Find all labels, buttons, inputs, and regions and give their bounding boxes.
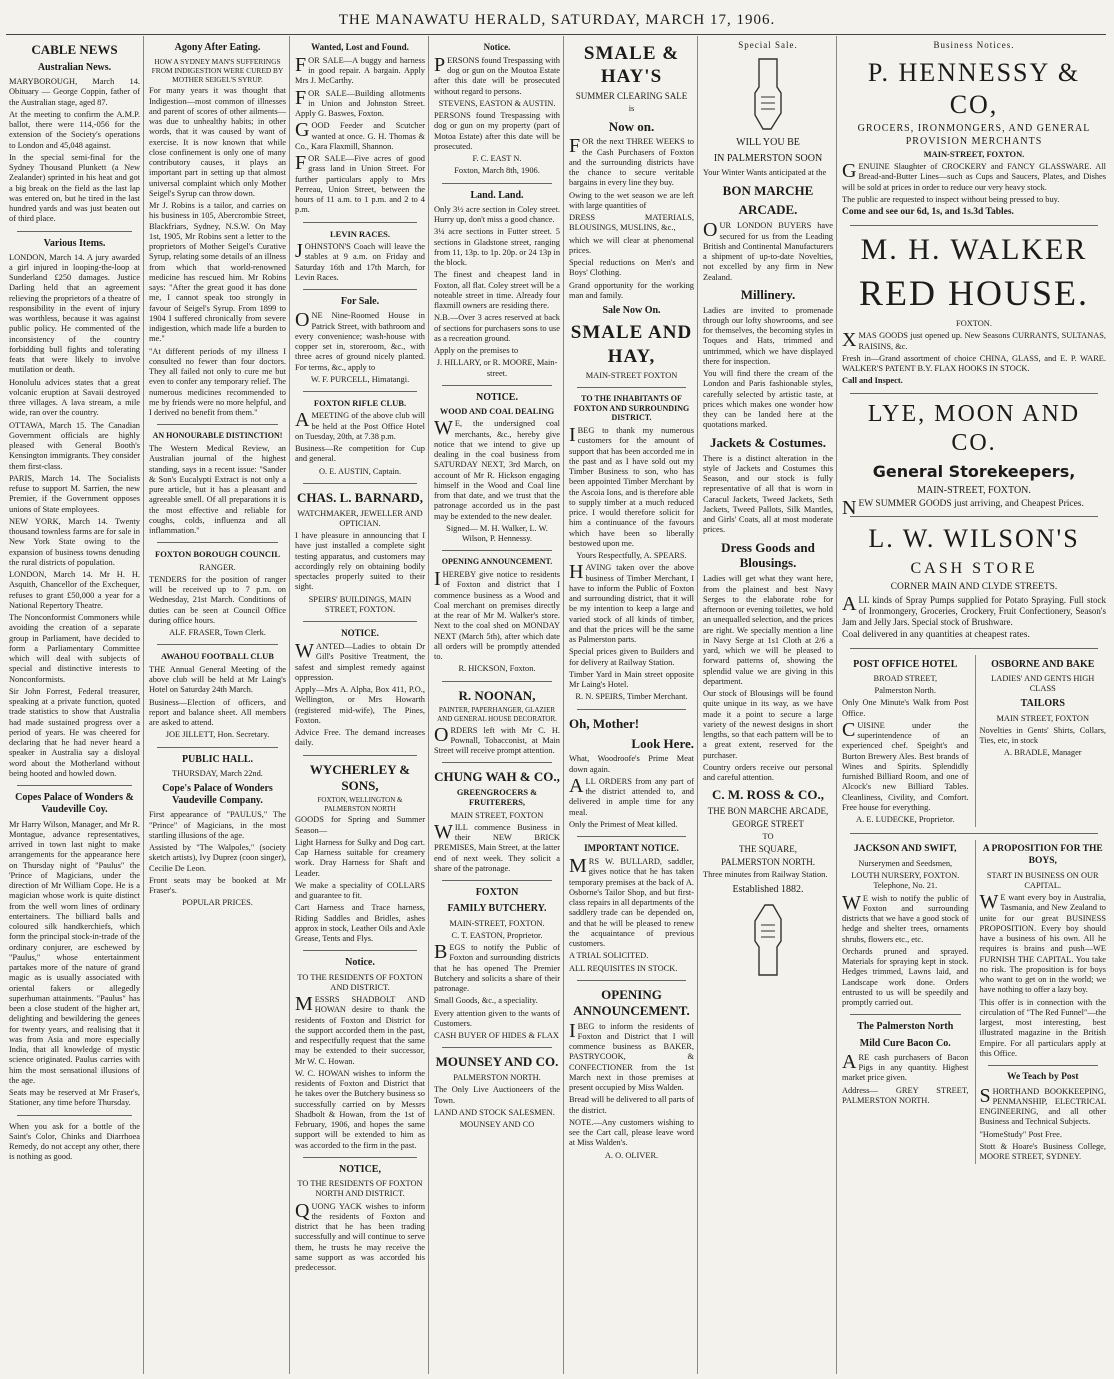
column-agony-after-eating [146, 38, 289, 1374]
divider [303, 483, 417, 484]
subheading-watchmaker: WATCHMAKER, JEWELLER AND OPTICIAN. [297, 508, 423, 528]
divider [988, 1065, 1099, 1066]
advert-text: ALL ORDERS from any part of the district attended to, and delivered in ample time for any meal. [569, 774, 694, 817]
subheading-locations: FOXTON, WELLINGTON & PALMERSTON NORTH [317, 796, 403, 813]
signature: JOE JILLETT, Hon. Secretary. [165, 730, 270, 740]
notice-body: Timber Yard in Main street opposite Mr Laing's Hotel. [569, 669, 694, 690]
classified-ad: FOR SALE—Five acres of good grass land in Union Street. For further particulars apply to Mrs Perreau, Union Street, between the hours of 11 a.m. to 1 p.m. and 2 to 4 p.m. [295, 152, 425, 215]
notice-body: JOHNSTON'S Coach will leave the stables at 9 a.m. on Friday and Saturday 16th and 17th March, for Levin Races. [295, 240, 425, 282]
divider [303, 950, 417, 951]
heading-general-storekeepers: General Storekeepers, [872, 462, 1076, 482]
notice-body: WE, the undersigned coal merchants, &c., hereby give notice that we intend to give up dealing in the coal business from SATURDAY NEXT, 3rd March, on account of Mr R. Hickson engaging himself in the Wood and Coal line from that date, and we trust that the patronage accorded us in the past may be extended to the new dealer. [434, 417, 560, 521]
heading-arcade: ARCADE. [738, 202, 798, 218]
heading-cable-news: CABLE NEWS [31, 42, 118, 57]
notice-body: W. C. HOWAN wishes to inform the residents of Foxton and District that he takes over the Butchery business so successfully carried on by Messrs Shadbolt & Howan, from the 1st of February, 1906, and hopes the same support will be extended to him as was accorded to the firm in the past. [295, 1068, 425, 1150]
heading-copes-palace: Copes Palace of Wonders & Vaudeville Coy. [15, 792, 134, 816]
advert-text: Your Winter Wants anticipated at the [703, 168, 827, 178]
column-business-notices [839, 38, 1109, 1374]
heading-jackson-swift: JACKSON AND SWIFT, [854, 844, 957, 855]
divider [577, 836, 686, 837]
address: Palmerston North. [874, 686, 936, 696]
advert-text: Address— GREY STREET, PALMERSTON NORTH. [842, 1085, 969, 1105]
heading-proposition: A PROPOSITION FOR THE BOYS, [982, 844, 1103, 866]
column-divider [836, 36, 837, 1374]
heading-notice-trespass: Notice. [483, 42, 511, 52]
notice-body: Apply on the premises to [434, 346, 519, 356]
heading-now-on: Now on. [608, 118, 655, 134]
advert-text: Only the Primest of Meat killed. [569, 819, 678, 829]
signature: ALF. FRASER, Town Clerk. [169, 628, 266, 638]
heading-cash-store: CASH STORE [910, 560, 1038, 578]
subheading-seigels-syrup: HOW A SYDNEY MAN'S SUFFERINGS FROM INDIGESTION WERE CURED BY MOTHER SEIGEL'S SYRUP. [151, 57, 284, 85]
address: GEORGE STREET [732, 819, 804, 830]
heading-smale-and-hay: SMALE AND HAY, [570, 322, 693, 367]
divider [442, 681, 552, 682]
address: MAIN-STREET, FOXTON. [917, 484, 1031, 496]
advert-text: "HomeStudy" Post Free. [979, 1129, 1062, 1139]
divider [850, 225, 1098, 226]
subheading-residents: TO THE RESIDENTS OF FOXTON AND DISTRICT. [297, 972, 423, 992]
notice-body: We make a speciality of COLLARS and guarantee to fit. [295, 880, 425, 901]
news-item: In the special semi-final for the Sydney Thousand Plunkett (a New Zealander) sprinted in his heat and got a big break on the field as the last lap was entered on, but he tired in the last hundred yards and was just beaten out of third place. [9, 152, 140, 224]
column-notices [431, 38, 563, 1374]
notice-body: QUONG YACK wishes to inform the residents of Foxton and district that he has been trading successfully and will continue to serve them, he trusts he may receive the same support as was accorded his predecessor. [295, 1199, 425, 1273]
heading-millinery: Millinery. [740, 286, 796, 302]
heading-awahou-football-club: AWAHOU FOOTBALL CLUB [161, 651, 274, 662]
divider [157, 644, 278, 645]
news-item: MARYBOROUGH, March 14. Obituary — George Coppin, father of the Australian stage, aged 87. [9, 77, 140, 107]
established-line: Established 1882. [732, 884, 804, 896]
footer-mounsey: MOUNSEY AND CO [459, 1120, 535, 1130]
signature: Signed— M. H. Walker, L. W. Wilson, P. Hennessy. [446, 523, 548, 544]
heading-wanted-lost-found: Wanted, Lost and Found. [311, 42, 409, 52]
pointing-hand-icon [751, 903, 785, 977]
classified-ad: GOOD Feeder and Scutcher wanted at once. G. H. Thomas & Co., Kara Flaxmill, Shannon. [295, 119, 425, 151]
column-wanted-lost-found [292, 38, 428, 1374]
advert-text: ALL kinds of Spray Pumps supplied for Potato Spraying. Full stock of Ironmongery, Groceries, Crockery, Fruit Confectionery, Season's Jam and Jelly Jars. Special stock of Brushware. [842, 593, 1106, 628]
advert-text: Our stock of Blousings will be found quite unique in its way, as we have made it a point to secure a large variety of the newest designs in short lengths, so that each pattern will be to a great extent, reserved for the purchaser. [703, 689, 833, 760]
classified-ad: FOR SALE—Building allotments in Union and Johnston Street. Apply G. Baswes, Foxton. [295, 86, 425, 119]
notice-body: AMEETING of the above club will be held at the Post Office Hotel on Tuesday, 20th, at 7.38 p.m. [295, 409, 425, 441]
divider [850, 1014, 961, 1015]
address: LOUTH NURSERY, FOXTON. Telephone, No. 21. [851, 871, 960, 891]
divider [850, 393, 1098, 394]
advert-text: Only One Minute's Walk from Post Office. [842, 698, 969, 718]
signature: W. F. PURCELL, Himatangi. [310, 374, 410, 384]
heading-mounsey: MOUNSEY AND CO. [435, 1054, 559, 1070]
heading-osborne-bake: OSBORNE AND BAKE [991, 658, 1095, 670]
heading-bon-marche: BON MARCHE [722, 182, 814, 198]
notice-body: BEGS to notify the Public of Foxton and surrounding districts that he has opened The Premier Butchery and solicits a share of their patronage. [434, 941, 560, 993]
news-item: LONDON, March 14. Mr H. H. Asquith, Chancellor of the Exchequer, refuses to grant £50,000 a year for a National Repertory Theatre. [9, 570, 140, 610]
heading-look-here: Look Here. [631, 735, 694, 751]
column-divider [697, 36, 698, 1374]
divider [157, 542, 278, 543]
heading-notice: NOTICE. [341, 628, 379, 639]
notice-body: Assisted by "The Walpoles," (society sketch artists), Ivy Duprez (coon singer), Cecilie De Leon. [149, 843, 286, 873]
notice-body: WANTED—Ladies to obtain Dr Gill's Positive Treatment, the safest and simplest remedy against oppression. [295, 640, 425, 682]
notice-body: ORDERS left with Mr C. H. Pownall, Tobacconist, at Main Street will receive prompt attention. [434, 723, 560, 756]
notice-body: Advice Free. The demand increases daily. [295, 728, 425, 748]
business-grid-row [842, 655, 1106, 828]
divider [442, 183, 552, 184]
notice-body: Front seats may be booked at Mr Fraser's. [149, 875, 286, 896]
date-line: Foxton, March 8th, 1906. [454, 166, 540, 176]
heading-copes-vaudeville: Cope's Palace of Wonders Vaudeville Company. [162, 782, 273, 807]
subheading-ranger: RANGER. [199, 562, 236, 572]
divider [442, 550, 552, 551]
section-header: Special Sale. [738, 40, 798, 50]
signature: F. C. EAST N. [472, 154, 522, 164]
divider [303, 289, 417, 290]
signature: A. O. OLIVER. [604, 1150, 659, 1160]
divider [17, 785, 132, 786]
article-body: Mr Harry Wilson, Manager, and Mr R. Montague, advance representatives, arrived in town last night to make arrangements for the appearance here on Thursday night of "Paulus" the 'Prince of Magicians, under the direction of Mr William Cope. He is a magician whose work is quite distinct from the well worn lines of ordinary entertainers. The billiard balls and coloured silk handkerchiefs, which form the principal stock-in-trade of the ordinary conjurer, are eschewed by "Paulus," whose entertainment partakes more of the nature of grand magic as is usually associated with oriental fakers or allegedly superhuman attainments. "Paulus" has been a close student of the higher art, delighting and bewildering the genees for twenty years, and realising that it was from Asia and more especially India, that all knowledge of mystic science originated. Paulus carries with him the most sensational illusions of the age. [9, 819, 140, 1085]
notice-body: ONE Nine-Roomed House in Patrick Street, with bathroom and every convenience; wash-house with copper set in, storeroom, &c., with three acres of ground nicely planted. For terms, &c., apply to [295, 309, 425, 372]
article-body: Seats may be reserved at Mr Fraser's, Stationer, any time before Thursday. [9, 1088, 140, 1108]
notice-body: THE Annual General Meeting of the above club will be held at Mr Laing's Hotel on Saturday 24th March. [149, 664, 286, 695]
divider [850, 833, 1098, 834]
news-item: At the meeting to confirm the A.M.P. ballot, there were 114,-056 for the extension of the Society's operations to London and 45,048 against. [9, 109, 140, 150]
masthead-rule [6, 34, 1106, 35]
advert-text: OUR LONDON BUYERS have secured for us from the Leading British and Continental Manufacturers a shipment of up-to-date Novelties, not excelled by any firm in New Zealand. [703, 219, 833, 282]
heading-sale-now-on: Sale Now On. [602, 305, 661, 317]
signature: A. E. LUDECKE, Proprietor. [856, 815, 955, 825]
advert-text: XMAS GOODS just opened up. New Seasons CURRANTS, SULTANAS, RAISINS, &c. [842, 329, 1106, 352]
divider [577, 387, 686, 388]
divider [442, 762, 552, 763]
article-body: The Western Medical Review, an Australian journal of the highest standing, says in a recent issue: "Sander & Son's Eucalypti Extract is not only a pure article, but it has a pleasant and agreeable smell. Of all preparations it is the most effective and reliable for coughs, colds, influenza and all inflammation." [149, 444, 286, 536]
subheading-ladies-gents: LADIES' AND GENTS HIGH CLASS [991, 673, 1095, 694]
notice-body: 3¼ acre sections in Futter street. 5 sections in Gladstone street, ranging from 11, 13p. to 1p. 20p. or 24 13p in the block. [434, 227, 561, 268]
heading-opening-announcement: OPENING ANNOUNCEMENT. [573, 986, 690, 1018]
heading-land-land: Land. Land. [470, 189, 524, 201]
advert-text: Orchards pruned and sprayed. Materials for spraying kept in stock. Hedges trimmed, Lawns laid, and Landscape work done. Orders entrusted to us will be speedily and promptly carried out. [842, 946, 969, 1008]
heading-will-you-be: WILL YOU BE [736, 136, 800, 148]
signature: STEVENS, EASTON & AUSTIN. [438, 98, 556, 108]
notice-body: A TRIAL SOLICITED. [569, 951, 649, 961]
notice-body: The finest and cheapest land in Foxton, all flat. Coley street will be a noteable street in time. Already four flaxmill owners are residing there. [434, 270, 560, 311]
proposition-ad [975, 840, 1107, 1164]
advert-text: GENUINE Slaughter of CROCKERY and FANCY GLASSWARE. All Bread-and-Butter Lines—such as Cups and Saucers, Plates, and Dishes will be sold at prices in order to reduce our very heavy stock. [842, 160, 1106, 192]
divider [303, 621, 417, 622]
subheading-grocers: GROCERS, IRONMONGERS, AND GENERAL PROVISION MERCHANTS [857, 123, 1091, 147]
advert-text: WE want every boy in Australia, Tasmania, and New Zealand to unite for our great BUSINESS PROPOSITION. Every boy should have a business of his own. All he requires is brains and push—WE FURNISH THE CAPITAL. You take no risk. The proposition is for boys who want to get on in the world; we have nothing to offer a lazy boy. [979, 891, 1106, 995]
heading-tailors: TAILORS [1020, 698, 1065, 710]
heading-foxton-rifle-club: FOXTON RIFLE CLUB. [313, 398, 407, 409]
subheading-painter: PAINTER, PAPERHANGER, GLAZIER AND GENERAL HOUSE DECORATOR. [437, 706, 557, 723]
address: BROAD STREET, [873, 673, 938, 683]
heading-teach-by-post: We Teach by Post [1006, 1072, 1079, 1083]
section-header: Business Notices. [933, 40, 1015, 50]
advert-text: What, Woodroofe's Prime Meat down again. [569, 754, 694, 774]
address: MAIN-STREET FOXTON [585, 370, 678, 380]
heading-notice-foxton-north: NOTICE, [339, 1163, 381, 1175]
heading-post-office-hotel: POST OFFICE HOTEL [853, 658, 958, 670]
pointing-hand-icon [751, 57, 785, 131]
divider [442, 385, 552, 386]
advert-text: which we will clear at phenomenal prices. [569, 235, 694, 255]
subheading-clearing-sale: SUMMER CLEARING SALE [575, 91, 688, 102]
advert-text: This offer is in connection with the circulation of "The Red Funnel"—the largest, most interesting, best illustrated magazine in the British Empire. For all particulars apply at this Office. [979, 997, 1106, 1058]
advert-text: You will find there the cream of the London and Paris fashionable styles, carefully selected by artistic taste, at prices which makes one wonder how they can be landed here at the quotations marked. [703, 369, 833, 430]
heading-agony-after-eating: Agony After Eating. [174, 42, 261, 53]
notice-body: LAND AND STOCK SALESMEN. [434, 1107, 555, 1117]
address: CORNER MAIN AND CLYDE STREETS. [890, 581, 1058, 592]
advert-text: There is a distinct alteration in the style of Jackets and Costumes this Season, and our stock is fully representative of all that is worn in Caracul Jackets, Tweed Jackets, Seth Jackets, Tweed Pallots, Silk Mantles, and Girls' Coats, all at most moderate prices. [703, 453, 833, 535]
article-body: Mr J. Robins is a tailor, and carries on his business in 105, Abercrombie Street, Blackfriars, Sydney, N.S.W. On May 1st, 1905, Mr Robins sent a letter to the proprietors of Mother Seigel's Curative Syrup, relating some details of an illness from which that world-renowned medicine has rescued him. Mr Robins says: "After the great good it has done me, I cannot speak too strongly in favour of Seigel's Syrup. From 1899 to 1904 I suffered chronically from severe indigestion, which made life a burden to me." [149, 201, 286, 344]
notice-body: Business—Re competition for Cup and general. [295, 444, 425, 464]
heading-p-hennessy: P. HENNESSY & CO, [867, 57, 1081, 119]
news-item: OTTAWA, March 15. The Canadian Government officials are highly pleased with General Booth's Kensington immigrants. They consider them first-class. [9, 420, 140, 471]
divider [17, 1115, 132, 1116]
heading-r-noonan: R. NOONAN, [458, 687, 536, 703]
news-item: The Nonconformist Commoners while avoiding the creation of a separate group in Parliament, have decided to form a Parliamentary Committee which will deal with subjects of special and distinctive interests to Nonconformists. [9, 613, 140, 684]
article-body: For many years it was thought that Indigestion—most common of illnesses and parent of scores of other ailments—was due to unhealthy habits; in other words, that it was caused by want of exercise. It is now known that while close confinement is only one of many contributory causes, it plays an important part in setting up that almost universal complaint which only Mother Seigel's Syrup can throw down. [149, 86, 286, 198]
address: MAIN STREET, FOXTON [996, 713, 1089, 723]
notice-body: Bread will be delivered to all parts of the district. [569, 1095, 694, 1115]
advert-text: FOR the next THREE WEEKS to the Cash Purchasers of Foxton and the surrounding districts have the chance to secure veritable bargains in every line they buy. [569, 135, 694, 188]
subheading-bon-marche-arcade: THE BON MARCHE ARCADE, [707, 806, 829, 817]
signature: Yours Respectfully, A. SPEARS. [576, 551, 687, 561]
heading-mild-cure-bacon: Mild Cure Bacon Co. [859, 1037, 951, 1049]
subheading-palmerston: PALMERSTON NORTH. [453, 1073, 541, 1083]
subheading-wood-coal: WOOD AND COAL DEALING [439, 407, 555, 417]
address: MAIN-STREET, FOXTON. [449, 918, 545, 928]
divider [157, 747, 278, 748]
footer-popular-prices: POPULAR PRICES. [182, 898, 253, 908]
heading-notice-wood-coal: NOTICE. [476, 391, 518, 403]
advert-text: ARE cash purchasers of Bacon Pigs in any quantity. Highest market price given. [842, 1050, 969, 1083]
heading-lw-wilson: L. W. WILSON'S [868, 524, 1080, 554]
notice-body: Business—Election of officers, and report and balance sheet. All members are asked to attend. [149, 697, 286, 727]
news-item: NEW YORK, March 14. Twenty thousand townless farms are for sale in New York State owing to the expansion of business towns denuding the rural districts of population. [9, 516, 140, 567]
business-grid-row [842, 840, 1106, 1164]
masthead: THE MANAWATU HERALD, SATURDAY, MARCH 17, 1906. [338, 12, 776, 28]
address: TO [762, 832, 774, 842]
notice-body: The Only Live Auctioneers of the Town. [434, 1085, 560, 1105]
heading-in-palmerston: IN PALMERSTON SOON [713, 153, 823, 165]
divider [303, 222, 417, 223]
column-cable-news [6, 38, 143, 1374]
heading-red-house: RED HOUSE. [858, 273, 1089, 314]
notice-body: IBEG to inform the residents of Foxton and District that I will commence business as BAKER, PASTRYCOOK, & CONFECTIONER from the 1st March next in those premises at present occupied by Miss Walden. [569, 1019, 694, 1093]
address: MAIN STREET, FOXTON [450, 810, 544, 820]
notice-body: HAVING taken over the above business of Timber Merchant, I have to inform the Public of Foxton and surrounding district, that it will be my intention to keep a large and varied stock of all kinds of timber, and that the prices will be the same as Palmerston parts. [569, 561, 694, 645]
heading-for-sale: For Sale. [340, 296, 380, 308]
notice-body: N.B.—Over 3 acres reserved at back of sections for purchasers sons to use as a recreation ground. [434, 313, 560, 343]
address: SPEIRS' BUILDINGS, MAIN STREET, FOXTON. [308, 594, 412, 614]
signature: J. HILLARY, or R. MOORE, Main-street. [436, 358, 558, 378]
heading-foxton-borough-council: FOXTON BOROUGH COUNCIL [155, 549, 280, 560]
divider [577, 980, 686, 981]
advert-text: Coal delivered in any quantities at cheapest rates. [842, 630, 1030, 641]
post-office-hotel-ad [842, 655, 969, 828]
advert-text: Stott & Hoare's Business College, MOORE STREET, SYDNEY. [979, 1141, 1106, 1162]
divider [303, 1157, 417, 1158]
divider [577, 709, 686, 710]
jackson-swift-ad [842, 840, 969, 1164]
heading-notice-residents: Notice. [345, 957, 375, 969]
advert-text: Come and see our 6d, 1s, and 1s.3d Tables. [842, 207, 1014, 218]
heading-wycherley-sons: WYCHERLEY & SONS, [309, 761, 411, 793]
news-item: PARIS, March 14. The Socialists refuse to support M. Sarrien, the new Premier, if the Government opposes unions of State employees. [9, 473, 140, 514]
heading-public-hall: PUBLIC HALL. [181, 753, 254, 765]
divider [850, 648, 1098, 649]
heading-australian-news: Australian News. [37, 61, 112, 73]
notice-body: ALL REQUISITES IN STOCK. [569, 963, 678, 973]
address: THE SQUARE, [739, 844, 797, 855]
column-divider [563, 36, 564, 1374]
notice-body: PERSONS found Trespassing with dog or gun on my property (part of Motoa Estate) after this date will be prosecuted. [434, 111, 560, 151]
advert-text: Special reductions on Men's and Boys' Clothing. [569, 258, 694, 278]
subheading-is: is [628, 104, 635, 114]
advert-text: CUISINE under the superintendence of an experienced chef. Speight's and Burton Brewery Ales. Best brands of Wines and Spirits. Splendidly furnished Billiard Room, and one of Alcock's new Billiard Tables. Cleanliness, Civility, and Comfort. Free house for everything. [842, 718, 969, 812]
divider [850, 516, 1098, 517]
advert-text: Ladies are invited to promenade through our lofty showrooms, and see for themselves, the becoming styles in Toques and Hats, trimmed and untrimmed, which we have displayed there for inspection. [703, 305, 833, 366]
signature: R. N. SPEIRS, Timber Merchant. [575, 692, 688, 702]
article-body: "At different periods of my illness I consulted no fewer than four doctors. They all failed not only to cure me but even to confer any temporary relief. The numerous medicines recommended to me by friends were no more helpful, and I derived no benefit from them." [149, 346, 286, 418]
notice-body: First appearance of "PAULUS," The "Prince" of Magicians, in the most startling illusions of the age. [149, 810, 286, 840]
subheading-nurserymen: Nurserymen and Seedsmen, [858, 858, 953, 868]
advert-text: Novelties in Gents' Shirts, Collars, Ties, etc, in stock [979, 725, 1106, 746]
advert-text: SHORTHAND BOOKKEEPING, PENMANSHIP, ELECTRICAL ENGINEERING, and all other Business and Technical Subjects. [979, 1084, 1106, 1127]
notice-body: Small Goods, &c., a speciality. [434, 996, 538, 1006]
heading-lye-moon: LYE, MOON AND CO. [867, 400, 1081, 456]
advert-text: Three minutes from Railway Station. [703, 870, 828, 880]
heading-cm-ross: C. M. ROSS & CO., [712, 787, 824, 803]
column-divider [428, 36, 429, 1374]
subheading-date: THURSDAY, March 22nd. [172, 768, 263, 778]
osborne-bake-ad [975, 655, 1107, 828]
heading-levin-races: LEVIN RACES. [330, 228, 390, 239]
divider [442, 1047, 552, 1048]
news-item: Honolulu advices states that a great volcanic eruption at Savaii destroyed three villages. A lava stream, a mile wide, ran over the country. [9, 377, 140, 418]
heading-various-items: Various Items. [43, 237, 106, 249]
heading-important-notice: IMPORTANT NOTICE. [584, 843, 679, 854]
advert-text: NEW SUMMER GOODS just arriving, and Cheapest Prices. [842, 496, 1084, 519]
news-item: LONDON, March 14. A jury awarded a girl injured in looping-the-loop at Sunderland £250 damages. Justice Darling held that an agreement relieving the proprietors of a theatre of responsibility in the event of injury was worthless, because it was against public policy. He commented of the inconsistency of the country forbidding bull fights and tolerating feats that were likely to involve mutilation or death. [9, 252, 140, 375]
subheading-greengrocers: GREENGROCERS & FRUITERERS, [456, 788, 538, 808]
heading-family-butchery: FAMILY BUTCHERY. [447, 903, 547, 915]
heading-smale-hays: SMALE & HAY'S [583, 43, 680, 88]
advert-text: Fresh in—Grand assortment of choice CHINA, GLASS, and E. P. WARE. WALKER'S PATENT B.Y. FLAX HOOKS IN STOCK. [842, 353, 1106, 374]
notice-body: Special prices given to Builders and for delivery at Railway Station. [569, 647, 694, 667]
advert-text: Call and Inspect. [842, 376, 903, 386]
heading-oh-mother: Oh, Mother! [569, 715, 640, 731]
column-smale-hay [566, 38, 697, 1374]
notice-body: TENDERS for the position of ranger will be received up to 7 p.m. on Wednesday, 21st March. Conditions of duties can be seen at Council Office during office hours. [149, 574, 286, 625]
address: PALMERSTON NORTH. [721, 857, 815, 868]
notice-body: NOTE.—Any customers wishing to see the Cart call, please leave word at Miss Walden's. [569, 1117, 694, 1148]
notice-body: IHEREBY give notice to residents of Foxton and district that I commence business as a Wood and Coal merchant on premises directly at the rear of Mr M. Walker's store. Next to the coal shed on MONDAY NEXT (March 5th), after which date all orders will be promptly attended to. [434, 568, 560, 662]
notice-body: Light Harness for Sulky and Dog cart. Cap Harness suitable for creamery work. Dray Harness for Shaft and Leader. [295, 837, 425, 878]
divider [303, 391, 417, 392]
notice-body: I have pleasure in announcing that I have just installed a complete sight testing apparatus, and customers may accordingly rely on obtaining bodily spectacles properly suited to their sight. [295, 531, 425, 592]
divider [442, 880, 552, 881]
signature: O. E. AUSTIN, Captain. [318, 466, 402, 476]
notice-body: MESSRS SHADBOLT AND HOWAN desire to thank the residents of Foxton and District for the support accorded them in the past, and respectfully request that the same may be extended to their successor, Mr W. C. Howan. [295, 993, 425, 1066]
advert-text: Ladies will get what they want here, from the plainest and best Navy Serges to the elaborate robe for afternoon or evening toilettes, we hold an unequalled selection, and the prices are right. We specially mention a line in Navy Serge at 1s1 Cloth at 2/6 a yard, which we will be pleased to forward patterns of, showing the splendid value we are giving in this department. [703, 574, 833, 686]
advert-text: Owing to the wet season we are left with large quantities of [569, 190, 694, 210]
advert-text: Grand opportunity for the working man and family. [569, 280, 694, 300]
divider [303, 755, 417, 756]
heading-chas-barnard: CHAS. L. BARNARD, [296, 489, 424, 505]
heading-chung-wah: CHUNG WAH & CO., [434, 769, 560, 785]
news-item: Sir John Forrest, Federal treasurer, speaking at a private function, quoted trade statistics to show that Australia had made sustained progress over a period of years. He was cheered for declaring that he had never heard a speaker in Australia say a disloyal word about the Motherland without being hooted and howled down. [9, 686, 140, 778]
column-divider [289, 36, 290, 1374]
classified-ad: FOR SALE—A buggy and harness in good repair. A bargain. Apply Mrs J. McCarthy. [295, 53, 425, 86]
address: MAIN-STREET, FOXTON. [923, 149, 1025, 159]
heading-mh-walker: M. H. WALKER [860, 232, 1088, 266]
notice-body: PERSONS found Trespassing with dog or gun on the Moutoa Estate after this date will be prosecuted without regard to persons. [434, 53, 560, 96]
signature: C. T. EASTON, Proprietor. [451, 930, 543, 940]
heading-honourable-distinction: AN HONOURABLE DISTINCTION! [152, 431, 283, 441]
heading-jackets-costumes: Jackets & Costumes. [710, 434, 826, 450]
subheading-start-business: START IN BUSINESS ON OUR CAPITAL. [986, 870, 1099, 890]
heading-palmerston-north: The Palmerston North [857, 1021, 954, 1033]
heading-dress-goods: Dress Goods and Blousings. [721, 539, 815, 571]
notice-body: IBEG to thank my numerous customers for the amount of support that has been accorded me in the past and as I have sold out my Timber Business to son, who has been appointed Timber Merchant by the Ascoia Ions, and is therefore able to supply timber at a much reduced price. I would therefore solicit for him a continuance of the favours which have been so liberally bestowed upon me. [569, 424, 694, 548]
advert-text: When you ask for a bottle of the Saint's Color, Chinks and Diarrhoea Remedy, do not accept any other, there is nothing as good. [9, 1121, 140, 1162]
column-divider [143, 36, 144, 1374]
advert-text: DRESS MATERIALS, BLOUSINGS, MUSLINS, &c., [569, 213, 694, 233]
notice-body: Only 3½ acre section in Coley street. Hurry up, don't miss a good chance. [434, 204, 560, 225]
heading-opening-announcement: OPENING ANNOUNCEMENT. [441, 557, 553, 567]
notice-body: Every attention given to the wants of Customers. [434, 1008, 560, 1028]
advert-text: Country orders receive our personal and careful attention. [703, 762, 833, 782]
divider [17, 231, 132, 232]
divider [157, 424, 278, 425]
column-special-sale [700, 38, 836, 1374]
address: FOXTON. [956, 319, 992, 329]
notice-body: CASH BUYER OF HIDES & FLAX [434, 1031, 559, 1040]
notice-body: MRS W. BULLARD, saddler, gives notice that he has taken temporary premises at the back of A. Osborne's Tailor Shop, and but first-class repairs in all departments of the saddlery trade can be depended on, and that he will be pleased to renew the acquaintance of previous customers. [569, 855, 694, 949]
notice-body: Cart Harness and Trace harness, Riding Saddles and Bridles, ashes approx in stock, Leather Oils and Axle Grease, Tents and Flys. [295, 903, 425, 944]
heading-foxton: FOXTON [475, 887, 519, 899]
advert-text: The public are requested to inspect without being pressed to buy. [842, 194, 1060, 204]
notice-body: WILL commence Business in their NEW BRICK PREMISES, Main Street, at the latter end of next week. They solicit a share of the patronage. [434, 820, 560, 873]
signature: R. HICKSON, Foxton. [458, 664, 536, 674]
advert-text: WE wish to notify the public of Foxton and surrounding districts that we have a good stock of hedge and shelter trees, ornaments shrubs, flowers etc., etc. [842, 891, 969, 944]
subheading-foxton-north: TO THE RESIDENTS OF FOXTON NORTH AND DISTRICT. [297, 1179, 423, 1199]
signature: A. BRADLE, Manager [1003, 748, 1082, 758]
heading-inhabitants: TO THE INHABITANTS OF FOXTON AND SURROUNDING DISTRICT. [573, 393, 690, 423]
notice-body: GOODS for Spring and Summer Season— [295, 815, 425, 835]
notice-body: Apply—Mrs A. Alpha, Box 411, P.O., Wellington, or Mrs Howarth (registered mid-wife), The Pines, Foxton. [295, 685, 425, 725]
